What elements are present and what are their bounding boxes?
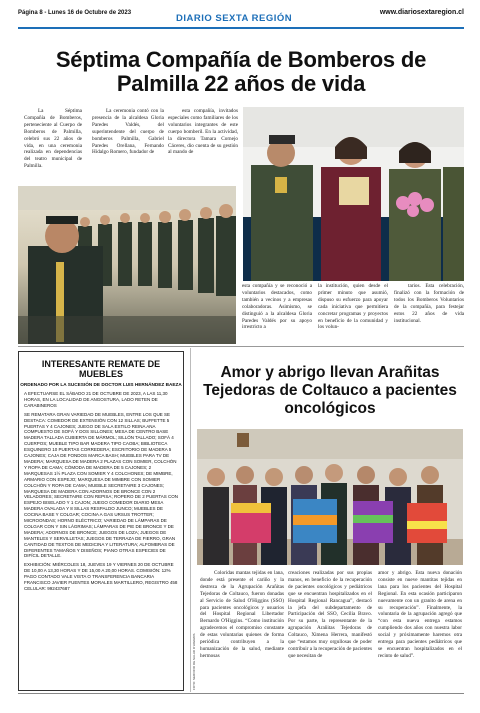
second-story-col2: creaciones realizadas por sus propias manos, en beneficio de la recuperación de pacientes oncológicos y pediátricos que se encuentran hospitalizados en el Hospital Regional Rancagua”, destacó la jefa del subdepartamento de Participación del SSO, Cecilia Bravo. Por su parte, la representante de la agrupación Arañitas Tejedoras de Coltauco, Ximena Herrera, manifestó que “estamos muy orgullosas de poder contribuir a la recuperación de pacientes que necesitan de <box>288 570 372 659</box>
publication-name: DIARIO SEXTA REGIÓN <box>176 13 293 24</box>
main-story-col5: la institución, quien desde el primer minuto que asumió, dispuso su esfuerzo para apoyar cada iniciativa que permitiera concretar programas y proyectos en beneficio de la comunidad y los volun- <box>318 283 388 331</box>
section-divider <box>18 346 464 347</box>
main-story-col4: esta compañía y se reconoció a voluntarios destacados, como también a vecinos y a empresas colaboradoras. Asimismo, se distinguió a la alcaldesa Gloria Paredes Valdés por su apoyo irrestricto a <box>242 283 312 331</box>
award-ceremony-photo <box>243 107 464 281</box>
page-info: Página 8 - Lunes 16 de Octubre de 2023 <box>18 10 132 16</box>
website-link[interactable]: www.diariosextaregion.cl <box>379 9 464 16</box>
weavers-donation-photo <box>197 429 463 565</box>
ad-paragraph: SE REMATARA GRAN VARIEDAD DE MUEBLES, ENTRE LOS QUE SE DESTACA: COMEDOR DE EXTENSIÓN CON 12 SILLAS; BUFFETTE 5 PUERTAS Y 4 CAJONES; JUEGO DE SALA ESTILO REINA ANA COMPUESTO DE SOFÁ Y DOS SILLONES; MESA DE CENTRO BASE MADERA TALLADA CUBIERTA DE MÁRMOL; SILLÓN TALLADO; SOFÁ 4 CUERPOS; MUEBLE TIPO BAR MADERA TIPO CAOBA; BIBLIOTECA ESQUINERO 10 PUERTAS CORREDERA; ESCRITORIO DE MADERA 5 CAJONES; CAJA DE FONDOS MARCA BASH; MUEBLES PARA TV DE MADERA; MARQUESA DE MADERA 2 PLAZAS CON SOMIER, COLCHÓN Y ROPA DE CAMA; CÓMODA DE MADERA DE 5 CAJONES; 2 MARQUESAS 1½ PLAZA CON SOMIER Y 4 COLCHONES; DE MIMBRE, ARMARIO CON ESPEJO; MARQUESA DE MIMBRE CON SOMIER COLCHÓN Y ROPA DE CAMA; MUEBLE SECRETAIRE 3 CAJONES; MARQUESA DE MADERA CON ADORNOS DE BRONCE CON 2 VELADORES; SECRETAIRE CON REPISA; ROPERO DE 2 PUERTAS CON ESPEJO BISELADO Y 1 CAJON; JUEGO COMEDOR DIARIO MESA MADERA OVALADA Y 8 SILLAS RESPALDO JUNCO; MUEBLES DE COCINA BASE Y COLGAR; COCINA A GAS URSUS TROTTER; MICROONDAS; HORNO ELÉCTRICO; VARIEDAD DE LÁMPARAS DE COLGAR CON Y SIN LÁGRIMAS; LÁMPARAS DE PIE DE BRONCE Y DE MADERA; ADORNOS DE BRONCE; JUEGOS DE LOZA; JUEGOS DE MANTELES Y SERVILLETAS; JUEGOS DE TERRAZA DE FIERRO, GRAN CANTIDAD DE TEXTOS DE MEDICINA Y LITERATURA; ALFOMBRAS DE DIFERENTES TAMAÑOS Y DISEÑOS; PIANO OTRAS ESPECIES DE DIFÍCIL DETALLE. <box>24 411 179 559</box>
ad-subtitle: ORDENADO POR LA SUCESIÓN DE DOCTOR LUIS HERNÁNDEZ BAEZA <box>20 382 182 387</box>
photo-credit: FOTO: SERVICIO DE SALUD O'HIGGINS <box>192 633 196 690</box>
furniture-auction-ad <box>18 351 184 691</box>
second-story-col3: amor y abrigo. Esta nueva donación consiste en nueve mantitas tejidas en lana para los pacientes del Hospital Regional. En esta ocasión participaron nuevamente con un granito de arena en su recuperación”. Finalmente, la voluntaria de la agrupación agregó que “con esta nueva entrega estamos cumpliendo dos años con nuestra labor social y próximamente haremos otra entrega para pacientes pediátricos que se encuentran hospitalizados en el recinto de salud”. <box>378 570 462 659</box>
main-story-col6: tarios. Esta celebración, finalizó con la formación de todos los Bomberos Voluntarios de la compañía, para festejar estos 22 años de vida institucional. <box>394 283 464 324</box>
second-headline: Amor y abrigo llevan Arañitas Tejedoras de Coltauco a pacientes oncológicos <box>203 364 457 417</box>
header-rule <box>18 27 464 29</box>
ad-paragraph: EXHIBICIÓN: MIÉRCOLES 18, JUEVES 19 Y VIERNES 20 DE OCTUBRE DE 10,00 A 13,30 HORAS Y DE 15,00 A 20,00 HORAS. COMISIÓN: 12% PAGO CONTADO VALE VISTA O TRANSFERENCIA BANCARIA FRANCISCO JAVIER FUENTES MORALES MARTILLERO, REGISTRO 458 CELULAR: 992437687 <box>24 562 178 591</box>
main-story-col2: La ceremonia contó con la presencia de la alcaldesa Gloria Paredes Valdés, del superintendente del cuerpo de bomberos Palmilla, Gabriel Paredes Orellana, Fernando Hidalgo Romero, fundador de <box>92 108 164 156</box>
main-story-col1: La Séptima Compañía de Bomberos, perteneciente al Cuerpo de Bomberos de Palmilla, celebró sus 22 años de vida, en una ceremonia realizada en dependencias del teatro municipal de Palmilla. <box>24 108 82 170</box>
second-story-col1: Coloridas mantas tejidas en lana, donde está presente el cariño y la destreza de la Agrupación Arañitas Tejedoras de Coltauco, fueron donadas al Servicio de Salud O'Higgins (SSO) para pacientes oncológicos y usuarios del Hospital Regional Libertador Bernardo O'Higgins. “Como institución agradecemos el compromiso constante de estas voluntarias quienes de forma periódica contribuyen a la humanización de la salud, mediante hermosas <box>200 570 284 659</box>
main-headline: Séptima Compañía de Bomberos de Palmilla 22 años de vida <box>55 47 427 96</box>
main-story-col3: esta compañía, invitados especiales como familiares de los voluntarios integrantes de este cuerpo bomberil. En la actividad, la directora Tamara Cornejo Cáceres, dio cuenta de su gestión al mando de <box>168 108 238 156</box>
firefighters-formation-photo <box>18 186 236 344</box>
footer-rule <box>18 693 464 694</box>
column-divider <box>190 348 191 692</box>
ad-paragraph: A EFECTUARSE EL SÁBADO 21 DE OCTUBRE DE 2023, A LAS 11,30 HORAS, EN LA LOCALIDAD DE ANGOSTURA, LADO RETEN DE CARABINEROS <box>24 391 168 408</box>
ad-title: INTERESANTE REMATE DE MUEBLES <box>41 359 161 379</box>
page-header <box>18 8 464 30</box>
